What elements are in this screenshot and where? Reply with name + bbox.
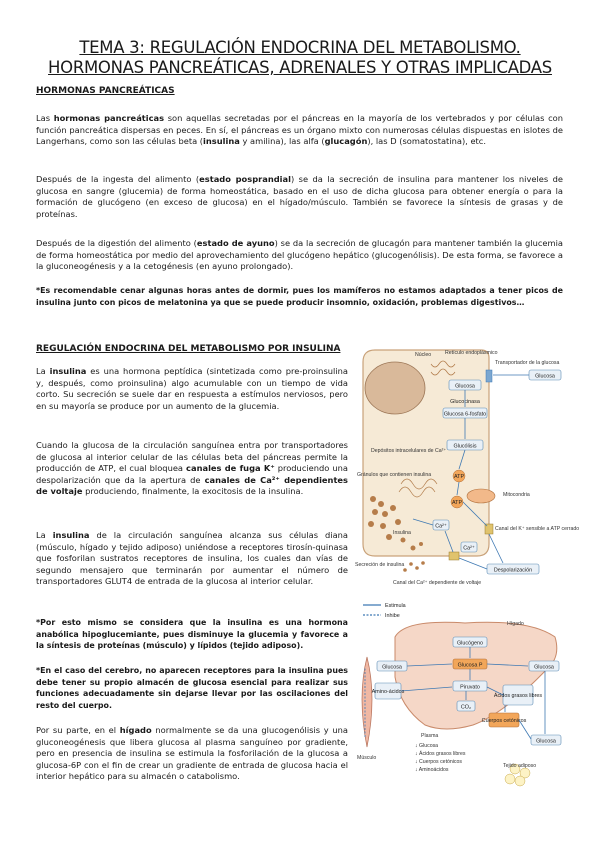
label-reticulo: Retículo endoplásmico [445,350,498,356]
label-ca-1: Ca²⁺ [435,523,447,530]
label-glucosa-p: Glucosa P [457,662,483,669]
label-canal-k: Canal del K⁺ sensible a ATP cerrado [495,526,580,532]
plasma-item-cuerpos: ↓ Cuerpos cetónicos [415,759,462,765]
label-cuerpos: Cuerpos cetónicos [481,718,527,724]
label-glucosa-bottom: Glucosa [536,738,556,745]
beta-cell-figure [353,344,580,589]
plasma-item-glucosa: ↓ Glucosa [415,743,439,749]
label-nucleo: Núcleo [415,352,432,358]
nucleus-shape [365,362,425,414]
paragraph-celulas-diana: La insulina de la circulación sanguínea alcanza sus células diana (músculo, hígado y tejido adiposo) uniéndose a receptores tirosín-quinasa que fosforilan sustratos receptores de insulina, los cuales dan vías de segundo mensajero que terminarán por aumentar el número de transportadores GLUT4 de entrada de la glucosa al interior celular. [36,530,348,586]
legend-inhibe: Inhibe [385,613,400,619]
paragraph-estado-ayuno: Después de la digestión del alimento (estado de ayuno) se da la secreción de glucagón para mantener también la glucemia de forma homeostática por medio del aprovechamiento del glucógeno hepático (glucogenólisis). De esta forma, se favorece a la gluconeogénesis y a la cetogénesis (en ayuno prolongado). [36,238,563,271]
mitochondria-shape [467,489,495,503]
label-higado: Hígado [507,621,524,627]
note-cenar: *Es recomendable cenar algunas horas antes de dormir, pues los mamíferos no estamos adaptados a tener picos de insulina junto con picos de melatonina ya que se puede producir insomnio, oxidación, problemas digestivos… [36,286,563,307]
label-musculo: Músculo [357,755,377,761]
paragraph-insulina-definicion: La insulina es una hormona peptídica (sintetizada como pre-proinsulina y, después, como proinsulina) algo acumulable con un tiempo de vida corto. Su secreción se suele dar en respuesta a estímulos nerviosos, pero en su mayoría se produce por un aumento de la glucemia. [36,366,348,411]
label-acidos: Ácidos grasos libres [493,693,543,699]
label-granulos: Gránulos que contienen insulina [357,472,432,478]
section-heading-hormonas: HORMONAS PANCREÁTICAS [36,86,175,96]
label-glucogeno: Glucógeno [456,640,484,647]
ca-channel [449,552,459,560]
legend-estimula: Estimula [385,603,406,609]
label-depositos: Depósitos intracelulares de Ca²⁺ [371,448,447,454]
label-atp-1: ATP [453,474,465,480]
label-transportador: Transportador de la glucosa [495,360,560,366]
label-aminoacidos: Amino-ácidos [371,689,405,695]
note-cerebro: *En el caso del cerebro, no aparecen receptores para la insulina pues debe tener su propio almacén de glucosa esencial para realizar sus funciones adecuadamente sin dejarse llevar por las oscilaciones del resto del cuerpo. [36,666,348,710]
label-glucolisis: Glucólisis [453,443,477,450]
beta-cell-diagram [353,344,580,589]
label-glucocinasa: Glucocinasa [450,399,480,405]
liver-metabolism-figure [355,597,567,807]
label-mitocondria: Mitocondria [503,492,530,498]
plasma-item-aminoacidos: ↓ Aminoácidos [415,767,449,773]
label-despolarizacion: Despolarización [493,567,533,574]
label-atp-2: ATP [451,500,463,506]
section-heading-insulina: REGULACIÓN ENDOCRINA DEL METABOLISMO POR INSULINA [36,344,341,354]
paragraph-higado: Por su parte, en el hígado normalmente se da una glucogenólisis y una gluconeogénesis que libera glucosa al plasma sanguíneo por gradiente, pero en presencia de insulina se estimula la fosforilación de la glucosa a glucosa-6P con el fin de crear un gradiente de entrada de glucosa hacia el interior hepático para su almacén o catabolismo. [36,725,348,781]
paragraph-celulas-beta: Cuando la glucosa de la circulación sanguínea entra por transportadores de glucosa al interior celular de las células beta del páncreas permite la producción de ATP, el cual bloquea canales de fuga K⁺ produciendo una despolarización que da la apertura de canales de Ca²⁺ dependientes de voltaje produciendo, finalmente, la exocitosis de la insulina. [36,440,349,496]
label-ca-2: Ca²⁺ [463,545,475,552]
label-glucosa-right: Glucosa [534,664,554,671]
glut-transporter [486,370,492,382]
plasma-item-acidos: ↓ Ácidos grasos libres [415,751,466,757]
label-canal-ca: Canal del Ca²⁺ dependiente de voltaje [393,580,482,586]
label-insulina: Insulina [393,530,411,536]
label-g6p: Glucosa 6-fosfato [443,411,487,418]
note-hipoglucemiante: *Por esto mismo se considera que la insulina es una hormona anabólica hipoglucemiante, pues disminuye la glucemia y favorece a la síntesis de proteínas (músculo) y lípidos (tejido adiposo). [36,618,348,650]
label-secrecion: Secreción de insulina [355,562,405,568]
label-glucosa-in: Glucosa [455,383,475,390]
paragraph-estado-posprandial: Después de la ingesta del alimento (estado posprandial) se da la secreción de insulina para mantener los niveles de glucosa en sangre (glucemia) de forma homeostática, basado en el uso de dicha glucosa para obtener energía o para la formación de glucógeno (en exceso de glucosa) en el hígado/músculo. También se favorece la síntesis de grasas y de proteínas. [36,174,563,219]
label-glucosa-left: Glucosa [382,664,402,671]
liver-metabolism-diagram [355,597,567,807]
title-line-1: TEMA 3: REGULACIÓN ENDOCRINA DEL METABOLISMO. [79,38,521,57]
label-tejido: Tejido adiposo [503,763,537,769]
label-co2: CO₂ [460,704,472,711]
label-glucosa-out: Glucosa [535,373,555,380]
label-plasma: Plasma [421,733,439,739]
label-piruvato: Piruvato [460,684,480,691]
title-line-2: HORMONAS PANCREÁTICAS, ADRENALES Y OTRAS IMPLICADAS [48,58,552,77]
paragraph-hormonas-pancreaticas: Las hormonas pancreáticas son aquellas secretadas por el páncreas en la mayoría de los vertebrados y por células con función pancreática dispersas en peces. En sí, el páncreas es un órgano mixto con numerosas células dispuestas en islotes de Langerhans, como son las células beta (insulina y amilina), las alfa (glucagón), las D (somatostatina), etc. [36,113,563,146]
page-title [40,38,560,78]
